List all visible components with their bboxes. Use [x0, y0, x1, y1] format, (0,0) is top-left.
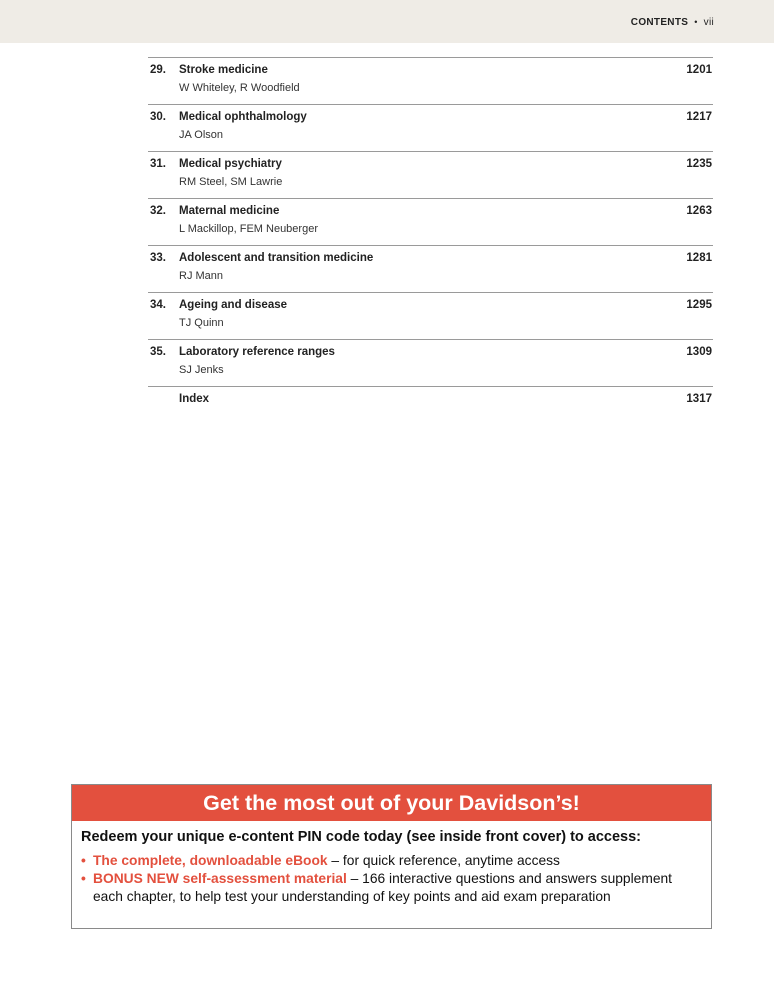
toc-entry-30[interactable]	[148, 105, 713, 152]
chapter-number: 34.	[150, 299, 166, 311]
chapter-authors: W Whiteley, R Woodfield	[179, 82, 300, 94]
promo-box	[71, 784, 712, 929]
table-of-contents	[148, 57, 713, 417]
chapter-title: Ageing and disease	[179, 299, 288, 311]
chapter-page: 1201	[686, 64, 712, 76]
chapter-page: 1235	[686, 158, 712, 170]
chapter-number: 35.	[150, 346, 166, 358]
toc-entry-index[interactable]	[148, 387, 713, 417]
promo-item-highlight: The complete, downloadable eBook	[93, 853, 328, 868]
toc-entry-33[interactable]	[148, 246, 713, 293]
page-number: vii	[703, 17, 714, 28]
bullet-icon: •	[81, 853, 86, 868]
chapter-authors: L Mackillop, FEM Neuberger	[179, 223, 318, 235]
chapter-authors: TJ Quinn	[179, 317, 224, 329]
chapter-title: Stroke medicine	[179, 64, 268, 76]
toc-entry-32[interactable]	[148, 199, 713, 246]
chapter-title: Medical psychiatry	[179, 158, 282, 170]
toc-entry-29[interactable]	[148, 58, 713, 105]
bullet-separator: •	[694, 17, 698, 27]
chapter-title: Maternal medicine	[179, 205, 280, 217]
chapter-page: 1295	[686, 299, 712, 311]
promo-banner: Get the most out of your Davidson’s!	[72, 785, 711, 821]
promo-item-self-assessment	[81, 870, 701, 906]
promo-item-text: – for quick reference, anytime access	[327, 853, 560, 868]
chapter-number: 29.	[150, 64, 166, 76]
chapter-authors: RJ Mann	[179, 270, 224, 282]
bullet-icon: •	[81, 871, 86, 886]
chapter-authors: JA Olson	[179, 129, 224, 141]
chapter-title: Laboratory reference ranges	[179, 346, 335, 358]
chapter-page: 1309	[686, 346, 712, 358]
running-head	[631, 17, 714, 28]
chapter-authors: SJ Jenks	[179, 364, 224, 376]
promo-item-text: – 166 interactive questions and answers supplement each chapter, to help test your understanding of key points and aid exam preparation	[93, 871, 673, 904]
section-label: CONTENTS	[630, 17, 689, 28]
chapter-page: 1217	[686, 111, 712, 123]
toc-entry-35[interactable]	[148, 340, 713, 387]
chapter-number: 30.	[150, 111, 166, 123]
toc-entry-31[interactable]	[148, 152, 713, 199]
promo-item-highlight: BONUS NEW self-assessment material	[93, 871, 347, 886]
chapter-title: Adolescent and transition medicine	[179, 252, 374, 264]
chapter-number: 31.	[150, 158, 166, 170]
chapter-number: 33.	[150, 252, 166, 264]
chapter-page: 1281	[686, 252, 712, 264]
chapter-number: 32.	[150, 205, 166, 217]
chapter-title: Medical ophthalmology	[179, 111, 307, 123]
promo-item-ebook	[81, 852, 701, 870]
promo-list	[72, 852, 711, 906]
promo-lead: Redeem your unique e-content PIN code today (see inside front cover) to access:	[81, 829, 641, 845]
chapter-page: 1263	[686, 205, 712, 217]
index-title: Index	[179, 393, 210, 405]
index-page: 1317	[686, 393, 712, 405]
chapter-authors: RM Steel, SM Lawrie	[179, 176, 283, 188]
toc-entry-34[interactable]	[148, 293, 713, 340]
